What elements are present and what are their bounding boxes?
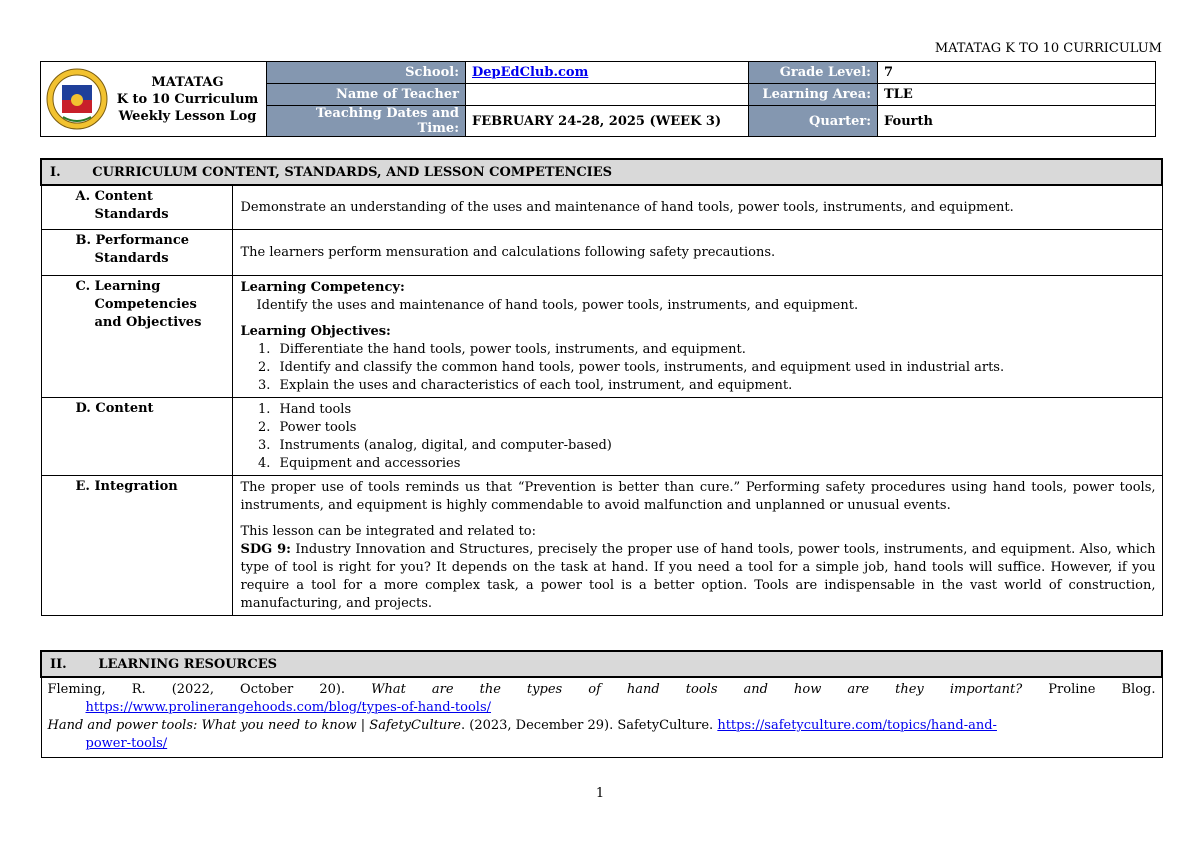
school-value [466, 62, 749, 84]
quarter-label: Quarter: [749, 106, 878, 137]
objectives-heading: Learning Objectives: [240, 323, 391, 339]
learning-area-value: TLE [878, 84, 1156, 106]
integration-label: E. Integration [41, 475, 232, 615]
teaching-dates-value: FEBRUARY 24-28, 2025 (WEEK 3) [466, 106, 749, 137]
reference-2: Hand and power tools: What you need to know | SafetyCulture. (2023, December 29). SafetyCulture. https://safetyculture.com/topics/hand-and- [47, 718, 997, 733]
sdg-label: SDG 9: [240, 541, 291, 557]
objective-item: 3. Explain the uses and characteristics of each tool, instrument, and equipment. [275, 377, 1156, 395]
content-item: 3. Instruments (analog, digital, and computer-based) [275, 437, 1156, 455]
lesson-log-header-table [40, 61, 1156, 137]
performance-standards-value: The learners perform mensuration and calculations following safety precautions. [232, 229, 1162, 275]
integration-value [232, 475, 1162, 615]
reference-1-link[interactable]: https://www.prolinerangehoods.com/blog/types-of-hand-tools/ [85, 700, 492, 715]
objectives-list [241, 341, 1156, 395]
quarter-value: Fourth [878, 106, 1156, 137]
section-2-heading: II. LEARNING RESOURCES [41, 651, 1162, 677]
content-item: 4. Equipment and accessories [275, 455, 1156, 473]
grade-level-label: Grade Level: [749, 62, 878, 84]
objective-item: 1. Differentiate the hand tools, power tools, instruments, and equipment. [275, 341, 1156, 359]
content-item: 1. Hand tools [275, 401, 1156, 419]
deped-seal-icon [45, 67, 109, 131]
teaching-dates-label: Teaching Dates and Time: [267, 106, 466, 137]
content-list [241, 401, 1156, 473]
logo-title-line-2: K to 10 Curriculum [116, 91, 259, 107]
curriculum-content-table [40, 158, 1163, 616]
reference-2-link-cont[interactable]: power-tools/ [85, 736, 168, 751]
integration-paragraph-3: SDG 9: Industry Innovation and Structures, precisely the proper use of hand tools, power tools, instruments, and equipment. Also, which type of tool is right for you? It depends on the task at hand. If you need a tool for a simple job, hand tools will suffice. However, if you require a tool for a more complex task, a power tool is a better option. Tools are indispensable in the vast world of construction, manufacturing, and projects. [240, 541, 1156, 611]
learning-competencies-value [232, 275, 1162, 397]
integration-paragraph-1: The proper use of tools reminds us that “Prevention is better than cure.” Performing safety procedures using hand tools, power tools, instruments, and equipment is highly commendable to avoid malfunction and unplanned or unusual events. [240, 479, 1156, 513]
grade-level-value: 7 [878, 62, 1156, 84]
logo-title-line-1: MATATAG [151, 74, 224, 90]
competency-heading: Learning Competency: [240, 279, 405, 295]
school-label: School: [267, 62, 466, 84]
references-cell [41, 677, 1162, 758]
learning-area-label: Learning Area: [749, 84, 878, 106]
content-label: D. Content [41, 397, 232, 475]
page-number: 1 [595, 786, 605, 801]
reference-1: Fleming, R. (2022, October 20). What are the types of hand tools and how are they important? Proline Blog. [47, 682, 1156, 697]
learning-competencies-label: C. Learning Competencies and Objectives [41, 275, 232, 397]
reference-2-link[interactable]: https://safetyculture.com/topics/hand-and- [717, 718, 997, 733]
school-link[interactable]: DepEdClub.com [472, 65, 589, 80]
content-item: 2. Power tools [275, 419, 1156, 437]
logo-title-line-3: Weekly Lesson Log [118, 108, 257, 124]
performance-standards-label: B. Performance Standards [41, 229, 232, 275]
content-value [232, 397, 1162, 475]
content-standards-value: Demonstrate an understanding of the uses and maintenance of hand tools, power tools, instruments, and equipment. [232, 185, 1162, 229]
teacher-value [466, 84, 749, 106]
logo-cell [41, 62, 267, 137]
integration-paragraph-2: This lesson can be integrated and related to: [240, 523, 537, 539]
content-standards-label: A. Content Standards [41, 185, 232, 229]
teacher-label: Name of Teacher [267, 84, 466, 106]
competency-text: Identify the uses and maintenance of hand tools, power tools, instruments, and equipment. [256, 297, 859, 313]
learning-resources-table [40, 650, 1163, 758]
curriculum-header-text: MATATAG K TO 10 CURRICULUM [934, 41, 1162, 56]
section-1-heading: I. CURRICULUM CONTENT, STANDARDS, AND LESSON COMPETENCIES [41, 159, 1162, 185]
objective-item: 2. Identify and classify the common hand tools, power tools, instruments, and equipment used in industrial arts. [275, 359, 1156, 377]
